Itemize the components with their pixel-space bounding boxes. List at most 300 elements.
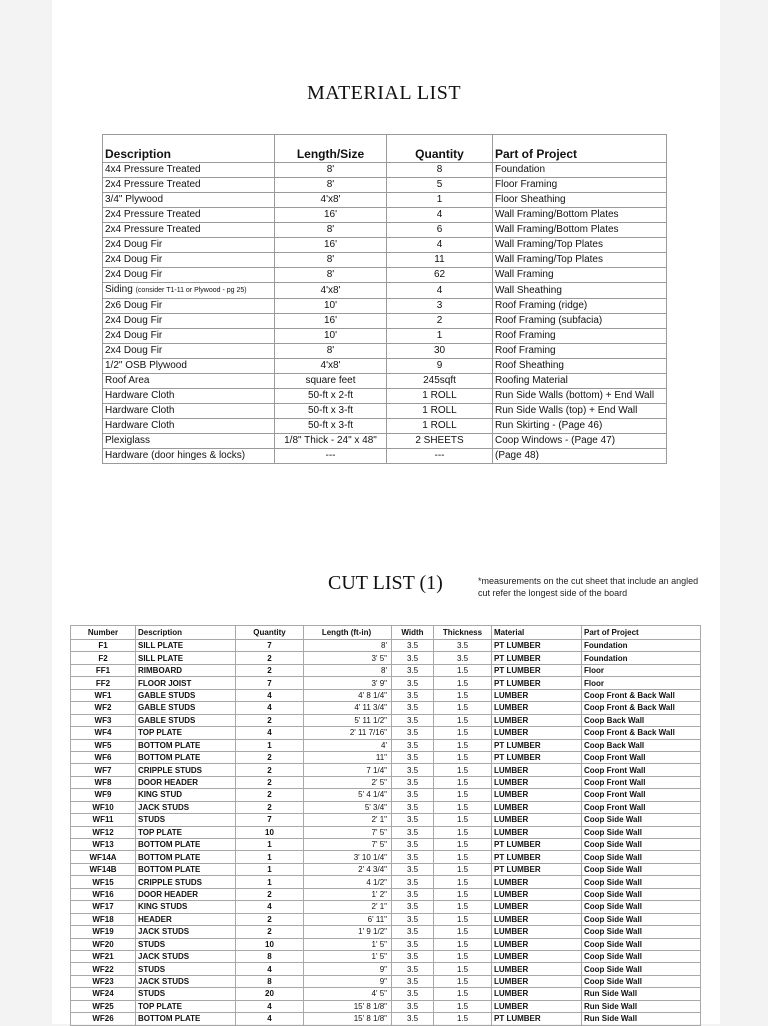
material-cell-length-size: 1/8" Thick - 24" x 48" [275,434,387,449]
cut-cell-width: 3.5 [392,739,434,751]
cut-cell-material: LUMBER [492,1000,582,1012]
cut-cell-material: PT LUMBER [492,863,582,875]
material-cell-length-size: 50-ft x 3-ft [275,419,387,434]
material-header-description: Description [103,135,275,163]
cut-cell-description: GABLE STUDS [136,689,236,701]
cut-cell-width: 3.5 [392,776,434,788]
cut-cell-quantity: 4 [236,702,304,714]
cut-cell-thickness: 1.5 [434,851,492,863]
cut-cell-description: TOP PLATE [136,1000,236,1012]
cut-cell-description: KING STUDS [136,901,236,913]
cut-cell-quantity: 20 [236,988,304,1000]
cut-cell-width: 3.5 [392,1013,434,1025]
material-cell-description [103,299,275,314]
cut-cell-number: WF2 [71,702,136,714]
material-cell-part-of-project: Roof Sheathing [493,359,667,374]
cut-cell-number: WF22 [71,963,136,975]
cut-cell-description: BOTTOM PLATE [136,839,236,851]
cut-cell-part-of-project: Run Side Wall [582,1013,701,1025]
cut-header-part-of-project: Part of Project [582,626,701,640]
cut-cell-material: LUMBER [492,876,582,888]
cut-cell-thickness: 1.5 [434,702,492,714]
material-cell-length-size: 50-ft x 2-ft [275,389,387,404]
material-cell-length-size: square feet [275,374,387,389]
cut-cell-part-of-project: Coop Side Wall [582,926,701,938]
cut-cell-length: 7 1/4" [304,764,392,776]
cut-cell-quantity: 4 [236,1000,304,1012]
material-cell-part-of-project: (Page 48) [493,449,667,464]
cut-row [71,851,701,863]
material-cell-part-of-project: Wall Framing/Bottom Plates [493,208,667,223]
cut-cell-part-of-project: Coop Front & Back Wall [582,689,701,701]
cut-row [71,801,701,813]
cut-cell-description: BOTTOM PLATE [136,851,236,863]
cut-row [71,640,701,652]
cut-header-material: Material [492,626,582,640]
cut-cell-part-of-project: Coop Front Wall [582,764,701,776]
material-cell-description [103,178,275,193]
cut-row [71,926,701,938]
material-cell-part-of-project: Wall Framing/Top Plates [493,253,667,268]
cut-cell-number: F1 [71,640,136,652]
cut-row [71,975,701,987]
cut-cell-part-of-project: Coop Side Wall [582,888,701,900]
cut-cell-length: 8' [304,640,392,652]
cut-cell-length: 5' 4 1/4" [304,789,392,801]
cut-cell-thickness: 1.5 [434,677,492,689]
cut-cell-material: LUMBER [492,901,582,913]
material-cell-description [103,389,275,404]
cut-cell-thickness: 1.5 [434,963,492,975]
cut-cell-description: STUDS [136,963,236,975]
cut-cell-part-of-project: Coop Side Wall [582,851,701,863]
material-cell-quantity: 1 [387,329,493,344]
cut-row [71,988,701,1000]
cut-cell-description: SILL PLATE [136,652,236,664]
cut-cell-material: PT LUMBER [492,751,582,763]
material-table [102,134,667,464]
cut-row [71,950,701,962]
cut-cell-quantity: 2 [236,913,304,925]
material-cell-length-size: 8' [275,178,387,193]
material-row [103,374,667,389]
material-row [103,404,667,419]
material-cell-description [103,359,275,374]
material-cell-length-size: 4'x8' [275,193,387,208]
cut-cell-material: LUMBER [492,926,582,938]
material-cell-part-of-project: Roofing Material [493,374,667,389]
cut-cell-width: 3.5 [392,789,434,801]
cut-cell-part-of-project: Floor [582,664,701,676]
material-cell-length-size: 4'x8' [275,359,387,374]
cut-cell-part-of-project: Run Side Wall [582,1000,701,1012]
cut-row [71,764,701,776]
cut-cell-thickness: 1.5 [434,689,492,701]
cut-cell-length: 1' 5" [304,938,392,950]
material-description-text: 1/2" OSB Plywood [105,360,187,371]
material-cell-description [103,253,275,268]
cut-cell-thickness: 1.5 [434,1000,492,1012]
cut-cell-description: JACK STUDS [136,950,236,962]
cut-cell-number: WF5 [71,739,136,751]
cut-cell-number: WF26 [71,1013,136,1025]
material-description-text: 3/4" Plywood [105,194,164,205]
material-cell-description [103,404,275,419]
cut-cell-quantity: 2 [236,652,304,664]
cut-cell-description: CRIPPLE STUDS [136,764,236,776]
cut-header-width: Width [392,626,434,640]
cut-cell-thickness: 1.5 [434,975,492,987]
cut-cell-thickness: 1.5 [434,888,492,900]
cut-row [71,814,701,826]
cut-cell-part-of-project: Coop Side Wall [582,950,701,962]
cut-cell-width: 3.5 [392,863,434,875]
material-description-text: 2x4 Doug Fir [105,345,163,356]
material-row [103,299,667,314]
cut-cell-number: WF23 [71,975,136,987]
cut-table-body [71,640,701,1026]
material-cell-length-size: 4'x8' [275,283,387,299]
cut-cell-number: WF1 [71,689,136,701]
cut-cell-material: LUMBER [492,950,582,962]
material-description-text: 2x4 Doug Fir [105,315,163,326]
cut-cell-width: 3.5 [392,938,434,950]
cut-cell-number: WF24 [71,988,136,1000]
material-cell-description [103,344,275,359]
material-cell-part-of-project: Wall Sheathing [493,283,667,299]
cut-cell-number: WF13 [71,839,136,851]
material-cell-quantity: 3 [387,299,493,314]
cut-cell-length: 2' 1" [304,901,392,913]
cut-cell-quantity: 1 [236,839,304,851]
cut-cell-length: 6' 11" [304,913,392,925]
material-row [103,434,667,449]
cut-row [71,888,701,900]
cut-cell-part-of-project: Coop Side Wall [582,975,701,987]
cut-cell-quantity: 2 [236,751,304,763]
cut-cell-description: STUDS [136,938,236,950]
material-cell-length-size: 8' [275,223,387,238]
cut-cell-description: STUDS [136,988,236,1000]
material-row [103,449,667,464]
cut-cell-quantity: 1 [236,851,304,863]
material-description-text: 2x4 Doug Fir [105,239,163,250]
material-cell-length-size: 8' [275,268,387,283]
cut-cell-thickness: 1.5 [434,863,492,875]
cut-cell-width: 3.5 [392,888,434,900]
cut-cell-description: BOTTOM PLATE [136,863,236,875]
material-cell-part-of-project: Run Side Walls (top) + End Wall [493,404,667,419]
cut-cell-description: FLOOR JOIST [136,677,236,689]
material-cell-length-size: 16' [275,208,387,223]
material-cell-quantity: 11 [387,253,493,268]
cut-cell-number: WF25 [71,1000,136,1012]
cut-cell-thickness: 1.5 [434,926,492,938]
cut-cell-quantity: 2 [236,664,304,676]
material-description-text: Roof Area [105,375,150,386]
cut-cell-quantity: 1 [236,863,304,875]
cut-cell-width: 3.5 [392,751,434,763]
cut-cell-length: 7' 5" [304,839,392,851]
cut-cell-thickness: 1.5 [434,664,492,676]
cut-cell-material: LUMBER [492,988,582,1000]
cut-cell-quantity: 1 [236,739,304,751]
cut-cell-part-of-project: Coop Back Wall [582,714,701,726]
material-row [103,238,667,253]
cut-cell-quantity: 8 [236,975,304,987]
cut-cell-number: WF14B [71,863,136,875]
cut-row [71,652,701,664]
material-cell-description [103,449,275,464]
cut-cell-material: PT LUMBER [492,664,582,676]
cut-cell-number: FF1 [71,664,136,676]
material-description-text: 2x4 Doug Fir [105,269,163,280]
cut-cell-quantity: 4 [236,1013,304,1025]
cut-cell-quantity: 2 [236,926,304,938]
cut-cell-width: 3.5 [392,1000,434,1012]
cut-cell-thickness: 1.5 [434,876,492,888]
material-cell-quantity: 4 [387,238,493,253]
cut-cell-part-of-project: Foundation [582,652,701,664]
material-cell-length-size: 8' [275,253,387,268]
cut-cell-width: 3.5 [392,975,434,987]
cut-cell-number: WF7 [71,764,136,776]
cut-cell-number: WF4 [71,727,136,739]
cut-cell-number: WF12 [71,826,136,838]
cut-cell-number: WF11 [71,814,136,826]
cut-cell-number: WF10 [71,801,136,813]
cut-cell-description: STUDS [136,814,236,826]
cut-cell-thickness: 1.5 [434,950,492,962]
cut-cell-description: DOOR HEADER [136,776,236,788]
cut-cell-thickness: 3.5 [434,640,492,652]
cut-cell-material: LUMBER [492,814,582,826]
cut-cell-quantity: 7 [236,677,304,689]
cut-cell-quantity: 2 [236,776,304,788]
material-cell-part-of-project: Coop Windows - (Page 47) [493,434,667,449]
material-row [103,223,667,238]
cut-cell-thickness: 1.5 [434,801,492,813]
cut-cell-length: 4' 5" [304,988,392,1000]
cut-row [71,739,701,751]
material-description-text: Hardware Cloth [105,420,175,431]
cut-cell-width: 3.5 [392,764,434,776]
cut-header-row [71,626,701,640]
cut-cell-width: 3.5 [392,677,434,689]
cut-cell-thickness: 1.5 [434,1013,492,1025]
cut-cell-length: 11" [304,751,392,763]
cut-cell-thickness: 1.5 [434,826,492,838]
cut-cell-width: 3.5 [392,801,434,813]
material-cell-part-of-project: Roof Framing (subfacia) [493,314,667,329]
cut-cell-width: 3.5 [392,640,434,652]
cut-row [71,714,701,726]
cut-cell-part-of-project: Coop Side Wall [582,826,701,838]
cut-cell-quantity: 8 [236,950,304,962]
cut-cell-description: BOTTOM PLATE [136,1013,236,1025]
cut-cell-material: LUMBER [492,938,582,950]
cut-cell-description: TOP PLATE [136,826,236,838]
cut-cell-material: LUMBER [492,801,582,813]
cut-cell-quantity: 4 [236,901,304,913]
material-description-text: Hardware (door hinges & locks) [105,450,246,461]
cut-cell-thickness: 3.5 [434,652,492,664]
cut-cell-thickness: 1.5 [434,714,492,726]
material-cell-description [103,314,275,329]
material-cell-part-of-project: Wall Framing/Top Plates [493,238,667,253]
cut-cell-width: 3.5 [392,988,434,1000]
material-cell-part-of-project: Run Skirting - (Page 46) [493,419,667,434]
material-cell-quantity: 1 [387,193,493,208]
cut-row [71,913,701,925]
cut-cell-thickness: 1.5 [434,913,492,925]
cut-cell-part-of-project: Coop Side Wall [582,901,701,913]
cut-cell-length: 3' 9" [304,677,392,689]
cut-cell-description: GABLE STUDS [136,702,236,714]
cut-cell-width: 3.5 [392,814,434,826]
cut-cell-length: 4' 8 1/4" [304,689,392,701]
material-cell-length-size: 16' [275,238,387,253]
material-cell-part-of-project: Floor Framing [493,178,667,193]
material-description-text: 2x6 Doug Fir [105,300,163,311]
cut-cell-number: WF15 [71,876,136,888]
cut-table [70,625,701,1026]
material-row [103,268,667,283]
cut-cell-description: HEADER [136,913,236,925]
material-cell-quantity: 245sqft [387,374,493,389]
material-cell-part-of-project: Floor Sheathing [493,193,667,208]
cut-cell-quantity: 2 [236,801,304,813]
cut-cell-material: PT LUMBER [492,1013,582,1025]
cut-cell-length: 8' [304,664,392,676]
cut-cell-length: 7' 5" [304,826,392,838]
material-cell-quantity: 30 [387,344,493,359]
cut-row [71,938,701,950]
cut-header-quantity: Quantity [236,626,304,640]
cut-cell-part-of-project: Coop Side Wall [582,913,701,925]
cut-cell-description: RIMBOARD [136,664,236,676]
material-description-note: (consider T1-11 or Plywood - pg 25) [135,287,247,294]
material-cell-part-of-project: Roof Framing (ridge) [493,299,667,314]
cut-cell-material: PT LUMBER [492,640,582,652]
cut-cell-quantity: 7 [236,814,304,826]
cut-cell-quantity: 4 [236,727,304,739]
material-cell-length-size: 16' [275,314,387,329]
cut-row [71,1000,701,1012]
material-description-text: 2x4 Pressure Treated [105,209,201,220]
material-cell-part-of-project: Foundation [493,163,667,178]
cut-cell-material: PT LUMBER [492,652,582,664]
cut-cell-number: WF19 [71,926,136,938]
cut-cell-material: PT LUMBER [492,677,582,689]
cut-row [71,751,701,763]
cut-cell-length: 2' 4 3/4" [304,863,392,875]
cut-cell-length: 2' 5" [304,776,392,788]
cut-cell-quantity: 4 [236,963,304,975]
cut-cell-length: 4' 11 3/4" [304,702,392,714]
cut-cell-material: LUMBER [492,727,582,739]
material-description-text: Hardware Cloth [105,405,175,416]
cut-cell-number: WF18 [71,913,136,925]
cut-cell-material: LUMBER [492,963,582,975]
material-cell-part-of-project: Wall Framing/Bottom Plates [493,223,667,238]
cut-cell-width: 3.5 [392,689,434,701]
cut-cell-description: JACK STUDS [136,975,236,987]
cut-list-note: *measurements on the cut sheet that include an angled cut refer the longest side of the board [478,576,699,598]
cut-cell-length: 4 1/2" [304,876,392,888]
material-table-body [103,163,667,464]
cut-cell-width: 3.5 [392,664,434,676]
material-cell-quantity: 4 [387,283,493,299]
material-description-text: Hardware Cloth [105,390,175,401]
cut-cell-thickness: 1.5 [434,988,492,1000]
cut-cell-quantity: 2 [236,888,304,900]
cut-cell-part-of-project: Coop Front & Back Wall [582,727,701,739]
cut-cell-description: SILL PLATE [136,640,236,652]
cut-cell-part-of-project: Coop Front & Back Wall [582,702,701,714]
material-cell-description [103,223,275,238]
cut-cell-part-of-project: Run Side Wall [582,988,701,1000]
cut-cell-width: 3.5 [392,926,434,938]
material-cell-length-size: 10' [275,299,387,314]
material-cell-quantity: 62 [387,268,493,283]
cut-cell-length: 1' 5" [304,950,392,962]
material-header-part-of-project: Part of Project [493,135,667,163]
cut-cell-width: 3.5 [392,702,434,714]
material-row [103,329,667,344]
cut-cell-part-of-project: Floor [582,677,701,689]
cut-row [71,702,701,714]
cut-cell-description: BOTTOM PLATE [136,739,236,751]
cut-cell-number: FF2 [71,677,136,689]
cut-cell-part-of-project: Coop Front Wall [582,776,701,788]
cut-cell-length: 4' [304,739,392,751]
material-cell-description [103,193,275,208]
cut-cell-description: KING STUD [136,789,236,801]
cut-row [71,677,701,689]
cut-cell-number: WF8 [71,776,136,788]
cut-header-number: Number [71,626,136,640]
cut-cell-material: LUMBER [492,975,582,987]
cut-row [71,1013,701,1025]
cut-cell-number: WF17 [71,901,136,913]
cut-cell-part-of-project: Coop Front Wall [582,801,701,813]
cut-cell-number: WF9 [71,789,136,801]
cut-cell-quantity: 10 [236,938,304,950]
cut-cell-quantity: 10 [236,826,304,838]
cut-cell-part-of-project: Coop Side Wall [582,839,701,851]
cut-cell-thickness: 1.5 [434,727,492,739]
cut-cell-length: 15' 8 1/8" [304,1000,392,1012]
cut-cell-thickness: 1.5 [434,789,492,801]
cut-cell-material: LUMBER [492,776,582,788]
material-cell-description [103,434,275,449]
cut-cell-number: WF21 [71,950,136,962]
cut-cell-material: LUMBER [492,789,582,801]
cut-cell-part-of-project: Coop Back Wall [582,739,701,751]
cut-cell-thickness: 1.5 [434,751,492,763]
cut-cell-thickness: 1.5 [434,839,492,851]
material-description-text: 2x4 Pressure Treated [105,179,201,190]
cut-cell-thickness: 1.5 [434,739,492,751]
material-header-quantity: Quantity [387,135,493,163]
material-cell-part-of-project: Roof Framing [493,329,667,344]
cut-cell-width: 3.5 [392,851,434,863]
material-cell-description [103,208,275,223]
cut-cell-quantity: 2 [236,714,304,726]
material-row [103,389,667,404]
cut-cell-number: WF3 [71,714,136,726]
